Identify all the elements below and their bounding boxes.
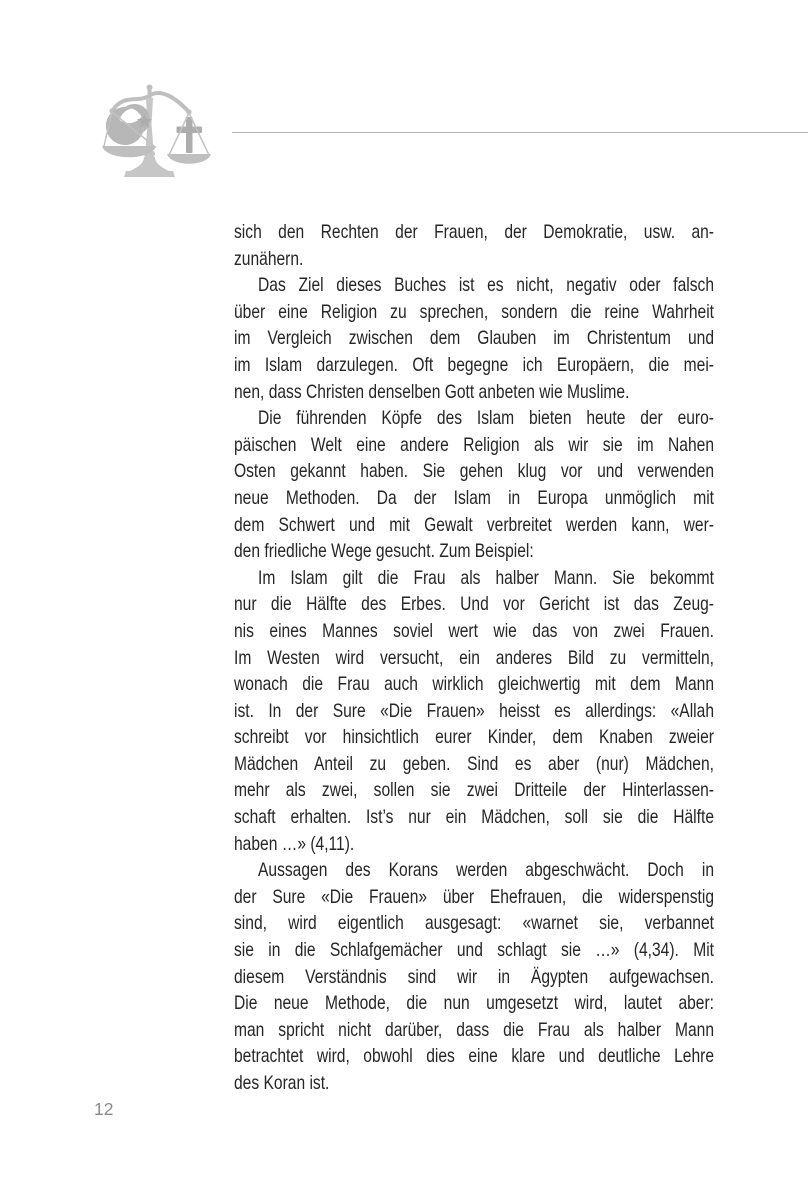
text-line: päischen Welt eine andere Religion als wir sie im Nahen <box>234 433 714 456</box>
cross-icon <box>177 117 203 153</box>
text-line: Mädchen Anteil zu geben. Sind es aber (nur) Mädchen, <box>234 752 714 775</box>
text-line: mehr als zwei, sollen sie zwei Dritteile der Hinterlassen- <box>234 779 714 802</box>
text-line: im Vergleich zwischen dem Glauben im Christentum und <box>234 327 714 350</box>
text-line: nis eines Mannes soviel wert wie das von zwei Frauen. <box>234 619 714 642</box>
text-line: sie in die Schlafgemächer und schlagt sie …» (4,34). Mit <box>234 939 714 962</box>
text-line: wonach die Frau auch wirklich gleichwertig mit dem Mann <box>234 673 714 696</box>
text-line: zunähern. <box>234 247 304 270</box>
text-line: Osten gekannt haben. Sie gehen klug vor und verwenden <box>234 460 714 483</box>
text-line: im Islam darzulegen. Oft begegne ich Europäern, die mei- <box>234 353 714 376</box>
text-line: nur die Hälfte des Erbes. Und vor Gericht ist das Zeug- <box>234 593 714 616</box>
balance-scale-icon <box>88 80 220 186</box>
page-number: 12 <box>94 1099 114 1119</box>
text-line: man spricht nicht darüber, dass die Frau als halber Mann <box>234 1018 714 1041</box>
text-line: sind, wird eigentlich ausgesagt: «warnet sie, verbannet <box>234 912 714 935</box>
text-line: Im Islam gilt die Frau als halber Mann. Sie bekommt <box>258 566 714 589</box>
text-line: ist. In der Sure «Die Frauen» heisst es allerdings: «Allah <box>234 699 714 722</box>
publisher-logo <box>88 80 220 186</box>
text-line: betrachtet wird, obwohl dies eine klare und deutliche Lehre <box>234 1045 714 1068</box>
text-line: Im Westen wird versucht, ein anderes Bild zu vermitteln, <box>234 646 714 669</box>
cross-pan <box>167 113 211 164</box>
text-line: Das Ziel dieses Buches ist es nicht, negativ oder falsch <box>258 274 714 297</box>
text-line: sich den Rechten der Frauen, der Demokratie, usw. an- <box>234 221 714 243</box>
text-line: neue Methoden. Da der Islam in Europa unmöglich mit <box>234 486 714 509</box>
text-line: Die führenden Köpfe des Islam bieten heute der euro- <box>258 407 714 430</box>
text-line: schreibt vor hinsichtlich eurer Kinder, dem Knaben zweier <box>234 726 714 749</box>
text-line: der Sure «Die Frauen» über Ehefrauen, die widerspenstig <box>234 885 714 908</box>
text-line: dem Schwert und mit Gewalt verbreitet werden kann, wer- <box>234 513 714 536</box>
text-line: diesem Verständnis sind wir in Ägypten aufgewachsen. <box>234 965 714 988</box>
header-rule <box>232 132 808 133</box>
text-line: des Koran ist. <box>234 1072 330 1094</box>
text-line: über eine Religion zu sprechen, sondern die reine Wahrheit <box>234 300 714 323</box>
body-text <box>234 219 808 1097</box>
text-line: den friedliche Wege gesucht. Zum Beispiel: <box>234 540 534 563</box>
text-line: Die neue Methode, die nun umgesetzt wird, lautet aber: <box>234 992 714 1015</box>
right-pan <box>167 154 211 164</box>
text-line: Aussagen des Korans werden abgeschwächt. Doch in <box>258 859 714 882</box>
text-line: schaft erhalten. Ist’s nur ein Mädchen, soll sie die Hälfte <box>234 806 714 829</box>
text-line: haben …» (4,11). <box>234 832 355 855</box>
text-line: nen, dass Christen denselben Gott anbeten wie Muslime. <box>234 380 630 403</box>
